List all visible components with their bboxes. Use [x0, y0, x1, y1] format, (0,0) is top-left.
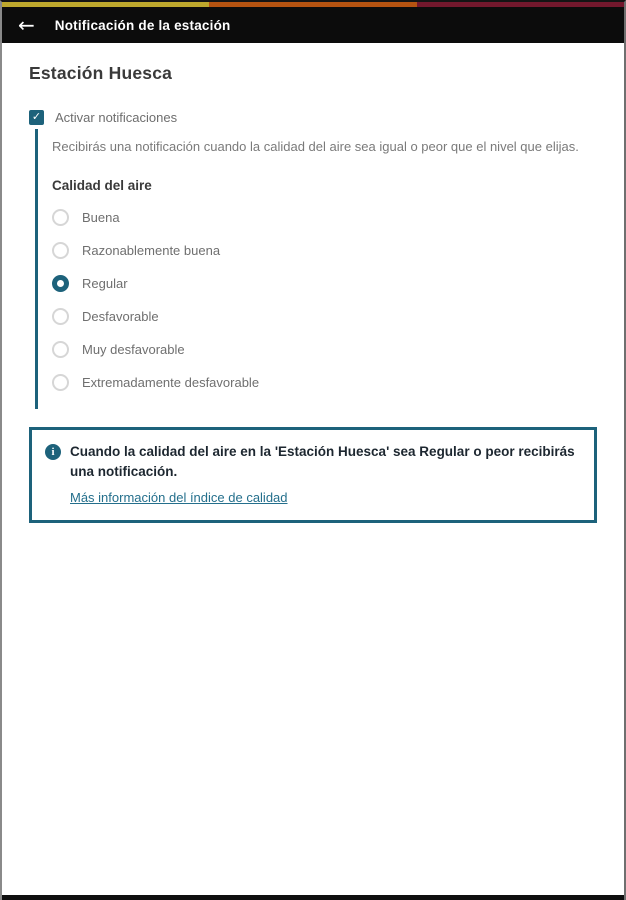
back-arrow-icon[interactable]: ← — [14, 13, 39, 37]
quality-index-info-link[interactable]: Más información del índice de calidad — [70, 489, 288, 505]
radio-icon — [52, 275, 69, 292]
radio-icon — [52, 242, 69, 259]
air-quality-group-label: Calidad del aire — [52, 178, 152, 194]
radio-option-label: Buena — [82, 210, 120, 226]
info-row — [45, 442, 578, 483]
air-quality-radio-group — [52, 209, 597, 391]
air-quality-radio-option[interactable] — [52, 308, 597, 325]
air-quality-radio-option[interactable] — [52, 242, 597, 259]
info-message: Cuando la calidad del aire en la 'Estación Huesca' sea Regular o peor recibirás una notificación. — [70, 444, 575, 480]
radio-icon — [52, 308, 69, 325]
info-icon: i — [45, 444, 61, 460]
radio-option-label: Extremadamente desfavorable — [82, 375, 260, 391]
content-area — [2, 43, 624, 895]
notification-settings-section — [35, 129, 597, 409]
notification-description: Recibirás una notificación cuando la calidad del aire sea igual o peor que el nivel que elijas. — [52, 139, 579, 154]
radio-icon — [52, 209, 69, 226]
appbar-title: Notificación de la estación — [54, 17, 231, 33]
air-quality-radio-option[interactable] — [52, 275, 597, 292]
station-heading: Estación Huesca — [29, 63, 173, 83]
air-quality-radio-option[interactable] — [52, 374, 597, 391]
radio-option-label: Regular — [82, 276, 128, 292]
app-bar — [2, 7, 624, 43]
enable-notifications-label: Activar notificaciones — [55, 110, 178, 125]
bottom-bar — [2, 895, 624, 900]
radio-option-label: Muy desfavorable — [82, 342, 185, 358]
radio-icon — [52, 341, 69, 358]
radio-option-label: Razonablemente buena — [82, 243, 221, 259]
radio-option-label: Desfavorable — [82, 309, 159, 325]
enable-notifications-row[interactable] — [29, 110, 597, 125]
air-quality-radio-option[interactable] — [52, 209, 597, 226]
enable-notifications-checkbox[interactable]: ✓ — [29, 110, 44, 125]
notification-summary-box — [29, 427, 597, 523]
air-quality-radio-option[interactable] — [52, 341, 597, 358]
radio-icon — [52, 374, 69, 391]
